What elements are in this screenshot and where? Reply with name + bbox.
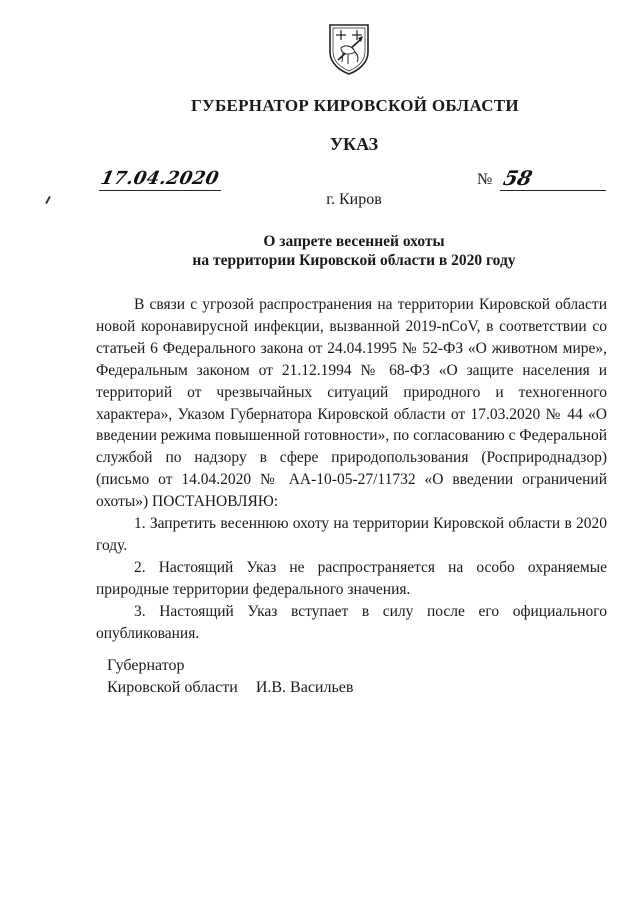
kirov-region-coat-of-arms-icon (327, 22, 371, 76)
decree-body (96, 294, 607, 645)
signature-block (107, 655, 353, 699)
decree-number-field (500, 168, 606, 191)
signatory-position-line-2: Кировской области (107, 679, 238, 696)
decree-number-label: № (477, 171, 493, 188)
decree-item-1: 1. Запретить весеннюю охоту на территории Кировской области в 2020 году. (96, 515, 607, 554)
signatory-position-line-1: Губернатор (107, 657, 185, 674)
decree-item-3: 3. Настоящий Указ вступает в силу после его официального опубликования. (96, 602, 607, 642)
issuing-authority: ГУБЕРНАТОР КИРОВСКОЙ ОБЛАСТИ (191, 96, 519, 115)
decree-preamble: В связи с угрозой распространения на территории Кировской области новой коронавирусной инфекции, вызванной 2019-nCoV, в соответствии со статьей 6 Федерального закона от 24.04.1995 № 52-ФЗ «О животном мире», Федеральным законом от 21.12.1994 № 68-ФЗ «О защите населения и территорий от чрезвычайных ситуаций природного и техногенного характера», Указом Губернатора Кировской области от 17.03.2020 № 44 «О введении режима повышенной готовности», по согласованию с Федеральной службой по надзору в сфере природопользования (Росприроднадзор) (письмо от 14.04.2020 № АА-10-05-27/11732 «О введении ограничений охоты») ПОСТАНОВЛЯЮ: (96, 296, 607, 511)
decree-number: 58 (501, 166, 535, 190)
decree-date-field (99, 168, 221, 191)
decree-subject-line-1: О запрете весенней охоты (263, 233, 445, 250)
signatory-name: И.В. Васильев (255, 679, 354, 696)
decree-subject-line-2: на территории Кировской области в 2020 году (192, 252, 516, 269)
decree-item-2: 2. Настоящий Указ не распространяется на особо охраняемые природные территории федерального значения. (96, 558, 607, 598)
document-type-title: УКАЗ (329, 134, 379, 154)
decree-date: 17.04.2020 (98, 168, 221, 189)
issuing-city: г. Киров (326, 191, 382, 208)
decree-subject (0, 232, 640, 270)
